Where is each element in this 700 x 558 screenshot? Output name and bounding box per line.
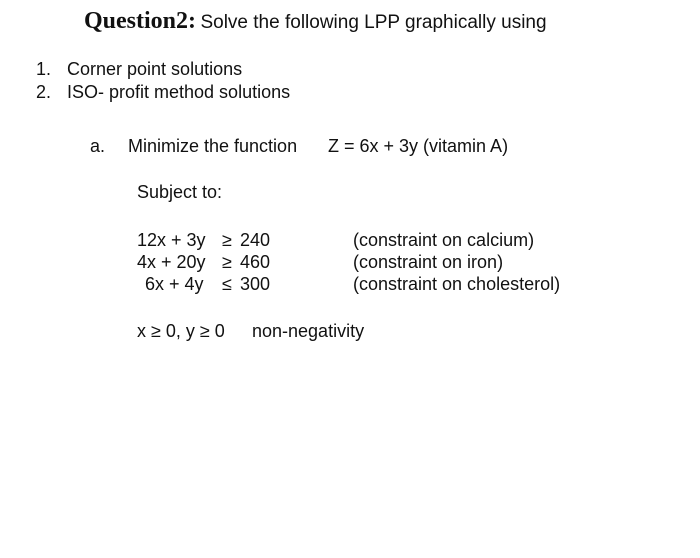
non-negativity-condition: x ≥ 0, y ≥ 0 (137, 321, 225, 341)
question-instruction: Solve the following LPP graphically using (200, 12, 547, 33)
constraint-relation: ≥ (222, 252, 232, 272)
constraint-relation: ≤ (222, 274, 232, 294)
question-heading (84, 6, 547, 36)
constraint-rhs: 300 (240, 274, 271, 294)
constraint-note: (constraint on iron) (353, 252, 504, 272)
subject-to-label: Subject to: (137, 182, 223, 202)
method-number: 1. (36, 59, 52, 79)
method-number: 2. (36, 82, 52, 102)
question-number: Question2: (84, 8, 197, 34)
constraint-note: (constraint on cholesterol) (353, 274, 561, 294)
method-list-item (36, 81, 51, 103)
constraint-expression: 4x + 20y (137, 252, 206, 272)
objective-formula: Z = 6x + 3y (vitamin A) (328, 136, 509, 156)
constraint-relation: ≥ (222, 230, 232, 250)
constraint-expression: 6x + 4y (145, 274, 204, 294)
constraint-expression: 12x + 3y (137, 230, 206, 250)
constraint-note: (constraint on calcium) (353, 230, 535, 250)
method-label: Corner point solutions (67, 59, 243, 79)
constraint-rhs: 240 (240, 230, 271, 250)
part-marker: a. (90, 136, 106, 156)
method-list-item (36, 58, 51, 80)
method-label: ISO- profit method solutions (67, 82, 291, 102)
objective-label: Minimize the function (128, 136, 298, 156)
non-negativity-label: non-negativity (252, 321, 365, 341)
constraint-rhs: 460 (240, 252, 271, 272)
